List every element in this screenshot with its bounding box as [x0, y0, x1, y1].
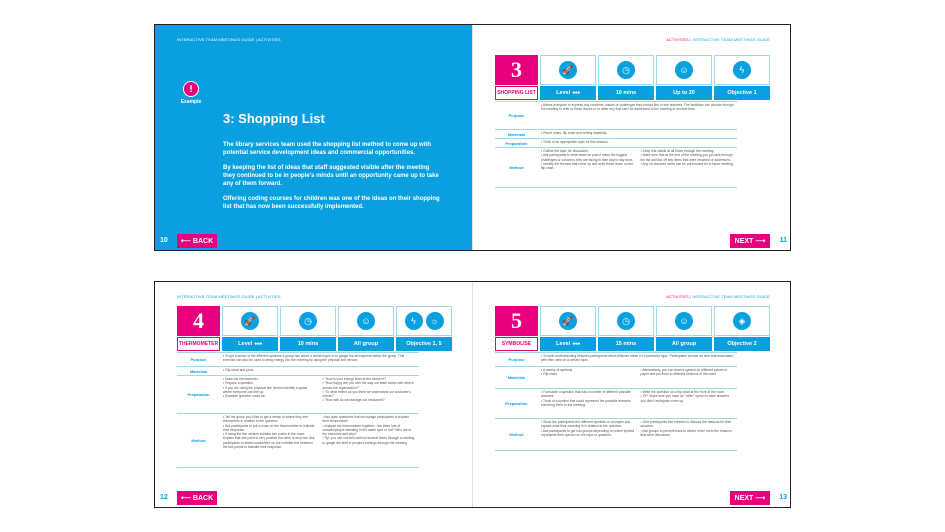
time-icon-cell — [598, 55, 654, 85]
page-title: 3: Shopping List — [223, 111, 325, 126]
bullet: • Identify the themes that came up and write these down on the flip chart. — [541, 161, 634, 171]
row-label: Method — [191, 438, 206, 443]
table-row — [495, 139, 737, 148]
bullet: • Draw the thermometer. — [223, 377, 259, 381]
level-dots: ●●● — [254, 341, 262, 347]
page-11 — [473, 25, 791, 250]
table-row — [177, 353, 419, 367]
row-content — [538, 389, 737, 418]
activity-table — [177, 352, 419, 468]
table-row — [177, 376, 419, 414]
bullet: • Tip: you can use this method several times through a meeting to gauge the shift in people's feelings through the meeting. — [322, 436, 415, 445]
header-guide: | INTERACTIVE TEAM MEETINGS GUIDE — [688, 294, 770, 299]
activity-number: 4 — [177, 306, 220, 336]
page-number: 13 — [779, 494, 787, 501]
bullet: • Outline the topic for discussion. — [541, 149, 589, 153]
table-row — [495, 148, 737, 188]
bullet: • Flip-chart and pens. — [223, 368, 255, 372]
page-header — [666, 37, 770, 42]
group-icon-cell — [656, 306, 712, 336]
group-stat: Up to 20 — [656, 86, 712, 100]
row-label: Purpose — [508, 113, 525, 118]
time-stat: 10 mins — [598, 86, 654, 100]
next-button[interactable] — [730, 491, 770, 505]
bullet: • Prepare a question. — [223, 381, 254, 386]
activity-table — [495, 101, 737, 188]
row-content — [538, 139, 737, 147]
bullet: • Keep this visible at all times through the meeting. — [640, 149, 715, 153]
row-content — [538, 353, 737, 366]
bullet: • Think of a symbol that could represent the possible answers and bring them to the meeting. — [541, 398, 631, 407]
arrow-right-icon: ⟶ — [755, 238, 766, 245]
stopwatch-icon: ◷ — [299, 312, 317, 330]
icon-row — [222, 306, 452, 336]
row-label: Materials — [507, 131, 526, 137]
objective-stat: Objective 1 — [714, 86, 770, 100]
bullet: • Flip chart. — [541, 372, 558, 377]
row-label: Materials — [507, 375, 526, 380]
time-icon-cell — [598, 306, 654, 336]
next-label: NEXT — [734, 237, 754, 245]
bullet: • "How happy are you with the way our team works with others across the organisation?" — [322, 381, 414, 390]
stat-row — [222, 337, 452, 351]
page-13 — [473, 282, 791, 507]
level-stat — [540, 86, 596, 100]
objective-icon-cell — [714, 306, 770, 336]
row-content — [538, 367, 737, 388]
row-content — [538, 419, 737, 450]
time-stat: 15 mins — [598, 337, 654, 351]
page-10 — [155, 25, 473, 250]
row-content — [220, 376, 419, 413]
row-label: Purpose — [508, 357, 525, 362]
bullet: • To build understanding between participants about different ideas on a particular topic. Participants choose an item that associates with their view on a certain topic. — [541, 354, 734, 363]
row-label: Method — [509, 165, 524, 170]
rocket-icon: 🚀 — [559, 61, 577, 79]
level-stat — [222, 337, 278, 351]
rocket-icon: 🚀 — [241, 312, 259, 330]
row-label: Purpose — [190, 357, 207, 362]
table-row — [495, 419, 737, 451]
bullet: • Think of an appropriate topic for this session. — [541, 140, 609, 144]
bullet: • Alternatively, you can draw a symbol on different pieces of paper and pin them to different sections of the room. — [640, 368, 728, 377]
time-icon-cell — [280, 306, 336, 336]
bullet: • Example question could be: — [223, 394, 266, 399]
activity-name: THERMOMETER — [177, 337, 220, 351]
bullet: • Ask open questions that encourage participants to explain their temperature. — [322, 415, 409, 424]
row-content — [538, 148, 737, 187]
level-icon-cell — [540, 306, 596, 336]
objective-stat: Objective 1, 5 — [396, 337, 452, 351]
bullet: • Any un-resolved items can be put forward for a future meeting. — [640, 161, 734, 166]
bullet: • Write the question on a flip chart at the front of the room. — [640, 390, 725, 394]
bullet: • Allows everyone to express any concerns, issues or challenges they should like to see resolved. The facilitator can choose through the meeting to refer to these issues or to defer any that can't be addressed to the meeting or another time. — [541, 103, 734, 112]
row-content — [220, 367, 419, 375]
back-label: BACK — [192, 237, 214, 245]
row-label: Method — [509, 432, 524, 437]
stat-row — [540, 86, 770, 100]
group-stat: All group — [656, 337, 712, 351]
next-button[interactable] — [730, 234, 770, 248]
table-row — [177, 367, 419, 376]
group-icon: ☺ — [675, 312, 693, 330]
table-row — [495, 389, 737, 419]
bullet: • If you are using the physical line version identify a space where everyone can line up. — [223, 385, 308, 394]
table-row — [177, 414, 419, 468]
bullet: • "To what extent do you think we understand our customer's needs?" — [322, 389, 411, 399]
page-number: 10 — [160, 237, 168, 244]
page-12 — [155, 282, 473, 507]
level-dots: ●●● — [572, 341, 580, 347]
level-dots: ●●● — [572, 90, 580, 96]
level-icon-cell — [222, 306, 278, 336]
page-number: 11 — [779, 237, 787, 244]
time-stat: 10 mins — [280, 337, 336, 351]
level-label: Level — [556, 341, 571, 347]
spread-top — [154, 24, 791, 251]
row-content — [220, 414, 419, 467]
row-label: Preparation — [505, 140, 528, 146]
lightning-icon: ϟ — [405, 312, 423, 330]
row-content — [220, 353, 419, 366]
group-icon-cell — [656, 55, 712, 85]
row-label: Materials — [189, 368, 208, 374]
paragraph: By keeping the list of ideas that staff suggested visible after the meeting they continued to be in people's minds until an opportunity came up to take any of them forward. — [223, 165, 439, 187]
bullet: • Analyse the thermometer together - are there lots of crosses/people standing in the same spot or not? Who are in the extremes and why? — [322, 423, 412, 437]
sun-icon: ☼ — [426, 312, 444, 330]
bullet: • Give participants five minutes to discuss the reasons for their answers. — [640, 420, 732, 429]
arrow-left-icon: ⟵ — [180, 495, 191, 502]
bullet: • TIP: Make sure you have an "other" option in case answers you didn't anticipate come up. — [640, 394, 729, 403]
group-stat: All group — [338, 337, 394, 351]
back-button[interactable] — [177, 234, 217, 248]
table-row — [495, 102, 737, 130]
objective-stat: Objective 2 — [714, 337, 770, 351]
header-guide: | INTERACTIVE TEAM MEETINGS GUIDE — [688, 37, 770, 42]
bullet: • Ask participants to put a cross on the thermometer to indicate their response. — [223, 423, 315, 432]
rocket-icon: 🚀 — [559, 312, 577, 330]
bullet: • Ask groups to present back to others in the room the reasons that were discussed. — [640, 428, 732, 437]
page-header — [666, 294, 770, 299]
table-row — [495, 130, 737, 139]
arrow-right-icon: ⟶ — [755, 495, 766, 502]
level-icon-cell — [540, 55, 596, 85]
page-header: INTERACTIVE TEAM MEETINGS GUIDE | ACTIVITIES — [177, 294, 281, 299]
icon-row — [540, 306, 770, 336]
activity-number: 3 — [495, 55, 538, 85]
objective-icon-cell — [396, 306, 452, 336]
bullet: • To get a sense of the different opinions a group has about a certain topic or to gauge the atmosphere within the group. This exercise can also be used to bring energy into the meeting by using the physical line version. — [223, 354, 405, 363]
activity-number: 5 — [495, 306, 538, 336]
bullet: • If using the line version indicate two points in the room. Explain that one point is very positive the other is very low. Ask participants to stand somewhere on the invisible line between the two points to indicate their response. — [223, 432, 315, 450]
example-label: Example — [180, 99, 202, 105]
bullet: • Make sure that at the end of the meeting you go back through the list and tick off any items that were resolved or addressed. — [640, 153, 733, 162]
stopwatch-icon: ◷ — [617, 61, 635, 79]
table-row — [495, 367, 737, 389]
bullet: • Ask participants to write down on post-it notes the biggest challenges or concerns they are facing in their day to day work. — [541, 153, 634, 162]
example-icon: ! — [183, 81, 199, 97]
header-section: ACTIVITIES — [666, 37, 689, 42]
bullet: • "How is your energy level at the moment?" — [322, 377, 387, 381]
level-label: Level — [238, 341, 253, 347]
icon-row — [540, 55, 770, 85]
row-label: Preparation — [187, 392, 210, 397]
bullet: • Ask participants to get into groups depending on which symbol represents their opinion on the topic or question. — [541, 428, 635, 437]
header-section: ACTIVITIES — [666, 294, 689, 299]
bullet: • Formulate a question that has a number of different possible answers. — [541, 390, 631, 399]
table-row — [495, 353, 737, 367]
spread-bottom — [154, 281, 791, 508]
row-content — [538, 102, 737, 129]
cube-icon: ◈ — [733, 312, 751, 330]
paragraph: The library services team used the shopping list method to come up with potential service development ideas and commercial opportunities. — [223, 142, 432, 156]
group-icon: ☺ — [357, 312, 375, 330]
level-stat — [540, 337, 596, 351]
arrow-left-icon: ⟵ — [180, 238, 191, 245]
lightning-icon: ϟ — [733, 61, 751, 79]
bullet: • Pencil notes, flip chart and writing materials. — [541, 131, 608, 135]
bullet: • Show the participants the different symbols or concepts and explain what their meaning is in relation to the question. — [541, 420, 631, 429]
bullet: • A variety of symbols. — [541, 368, 574, 372]
row-content — [538, 130, 737, 138]
objective-icon-cell — [714, 55, 770, 85]
activity-table — [495, 352, 737, 451]
next-label: NEXT — [734, 494, 754, 502]
bullet: • "How well do we manage our resources?" — [322, 398, 386, 403]
activity-name: SHOPPING LIST — [495, 86, 538, 100]
page-header: INTERACTIVE TEAM MEETINGS GUIDE | ACTIVITIES — [177, 37, 281, 42]
bullet: • Tell the group you'd like to get a sense of where they see themselves in relation to the question. — [223, 415, 308, 424]
page-number: 12 — [160, 494, 168, 501]
paragraph: Offering coding courses for children was one of the ideas on their shopping list that has now been successfully implemented. — [223, 196, 440, 210]
activity-name: SYMBOLISE — [495, 337, 538, 351]
row-label: Preparation — [505, 401, 528, 406]
group-icon-cell — [338, 306, 394, 336]
stat-row — [540, 337, 770, 351]
back-button[interactable] — [177, 491, 217, 505]
body-text — [223, 141, 443, 218]
stopwatch-icon: ◷ — [617, 312, 635, 330]
group-icon: ☺ — [675, 61, 693, 79]
level-label: Level — [556, 90, 571, 96]
back-label: BACK — [192, 494, 214, 502]
